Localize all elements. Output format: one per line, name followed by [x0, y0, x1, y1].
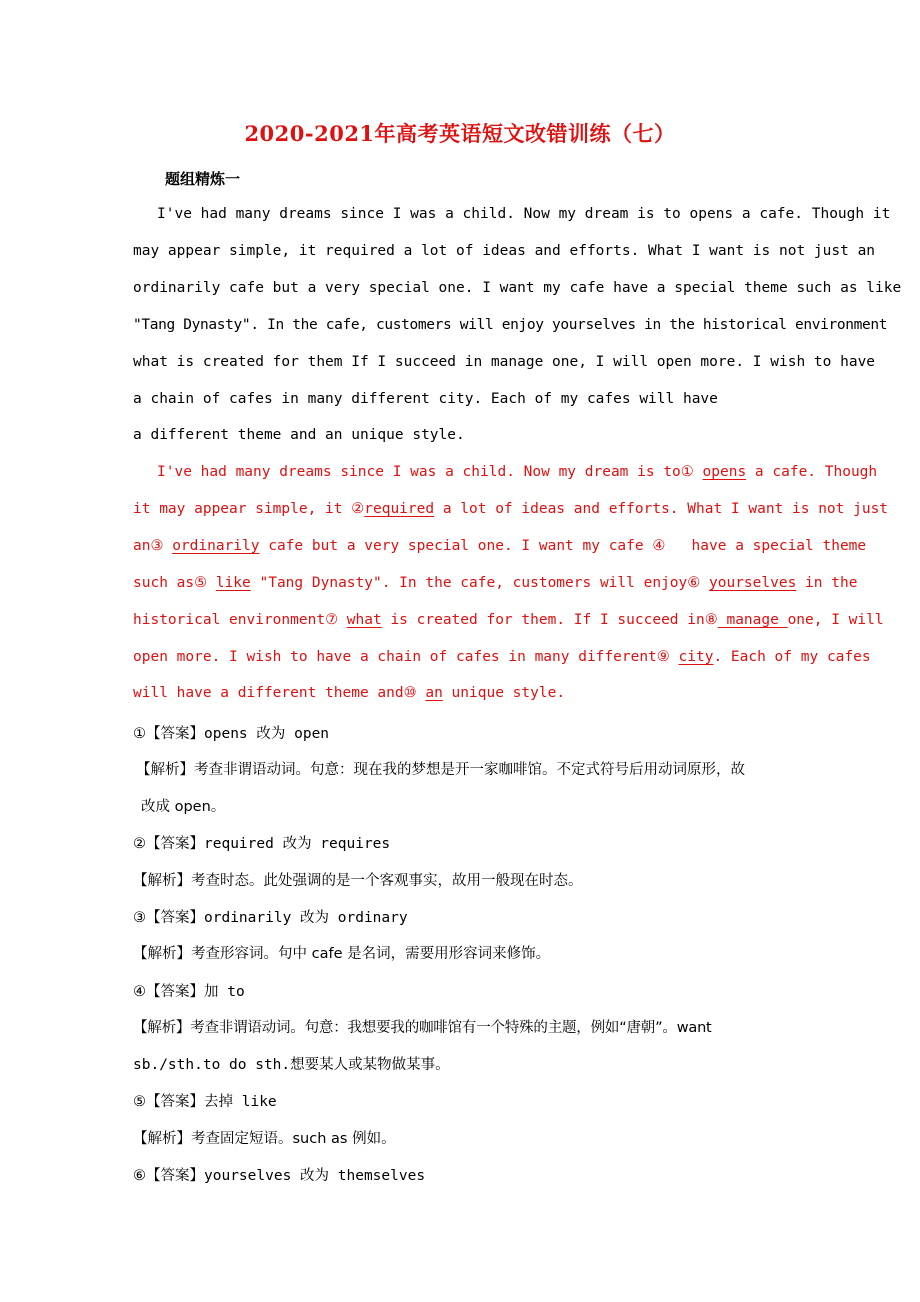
passage-line: a different theme and an unique style. — [133, 427, 465, 444]
error-word: opens — [702, 464, 747, 480]
error-word: manage — [717, 611, 788, 628]
error-word: ordinarily — [172, 537, 260, 554]
explanation-continuation: 改成 open。 — [141, 799, 226, 815]
explanation-continuation: sb./sth.to do sth.想要某人或某物做某事。 — [133, 1057, 450, 1073]
passage-line: I've had many dreams since I was a child. Now my dream is to opens a cafe. Though it — [157, 206, 891, 222]
error-word: an — [425, 685, 443, 702]
answer-item: ①【答案】opens 改为 open — [133, 726, 330, 742]
passage-line: a chain of cafes in many different city. Each of my cafes will have — [133, 390, 718, 407]
error-word: required — [364, 500, 435, 517]
corrected-line: it may appear simple, it ②required a lot of ideas and efforts. What I want is not just — [133, 500, 889, 517]
passage-line: may appear simple, it required a lot of ideas and efforts. What I want is not just an — [133, 242, 876, 259]
error-marker: ⑨ — [656, 648, 670, 665]
answer-item: ⑤【答案】去掉 like — [133, 1094, 277, 1110]
error-marker: ⑦ — [325, 611, 339, 628]
error-marker: ⑤ — [194, 574, 208, 591]
answer-item: ②【答案】required 改为 requires — [133, 836, 391, 852]
original-passage — [133, 196, 902, 454]
corrected-line: an③ ordinarily cafe but a very special one. I want my cafe ④ have a special theme — [133, 537, 867, 554]
corrected-passage — [133, 454, 889, 712]
explanation-item: 【解析】考查形容词。句中 cafe 是名词，需要用形容词来修饰。 — [133, 946, 551, 962]
corrected-line: historical environment⑦ what is created for them. If I succeed in⑧ manage one, I will — [133, 611, 884, 628]
explanation-item: 【解析】考查时态。此处强调的是一个客观事实，故用一般现在时态。 — [133, 873, 583, 889]
passage-line: ordinarily cafe but a very special one. I want my cafe have a special theme such as like — [133, 279, 902, 296]
explanation-item: 【解析】考查非谓语动词。句意：现在我的梦想是开一家咖啡馆。不定式符号后用动词原形，故 — [136, 762, 745, 778]
page-title: 2020-2021年高考英语短文改错训练（七） — [244, 121, 676, 146]
passage-line: what is created for them If I succeed in manage one, I will open more. I wish to have — [133, 353, 876, 370]
error-word: yourselves — [709, 574, 797, 591]
answer-item: ③【答案】ordinarily 改为 ordinary — [133, 910, 408, 926]
passage-line: "Tang Dynasty". In the cafe, customers will enjoy yourselves in the historical environment — [133, 316, 888, 333]
answer-item: ④【答案】加 to — [133, 984, 245, 1000]
error-marker: ⑧ — [704, 611, 718, 628]
error-marker: ③ — [150, 537, 164, 554]
error-word: city — [678, 648, 714, 665]
explanation-item: 【解析】考查固定短语。such as 例如。 — [133, 1131, 396, 1147]
corrected-line: I've had many dreams since I was a child. Now my dream is to① opens a cafe. Though — [157, 464, 878, 480]
error-marker: ④ — [652, 537, 666, 554]
section-heading: 题组精炼一 — [165, 170, 241, 188]
error-word: what — [346, 611, 382, 628]
explanation-item: 【解析】考查非谓语动词。句意：我想要我的咖啡馆有一个特殊的主题，例如“唐朝”。want — [133, 1020, 712, 1036]
error-marker: ② — [351, 500, 365, 517]
error-marker: ⑥ — [687, 574, 701, 591]
corrected-line: open more. I wish to have a chain of cafes in many different⑨ city. Each of my cafes — [133, 648, 871, 665]
answer-item: ⑥【答案】yourselves 改为 themselves — [133, 1168, 426, 1184]
error-marker: ① — [680, 464, 694, 480]
corrected-line: such as⑤ like "Tang Dynasty". In the cafe, customers will enjoy⑥ yourselves in the — [133, 574, 858, 591]
error-marker: ⑩ — [403, 685, 417, 702]
error-word: like — [215, 574, 251, 591]
corrected-line: will have a different theme and⑩ an unique style. — [133, 685, 566, 702]
